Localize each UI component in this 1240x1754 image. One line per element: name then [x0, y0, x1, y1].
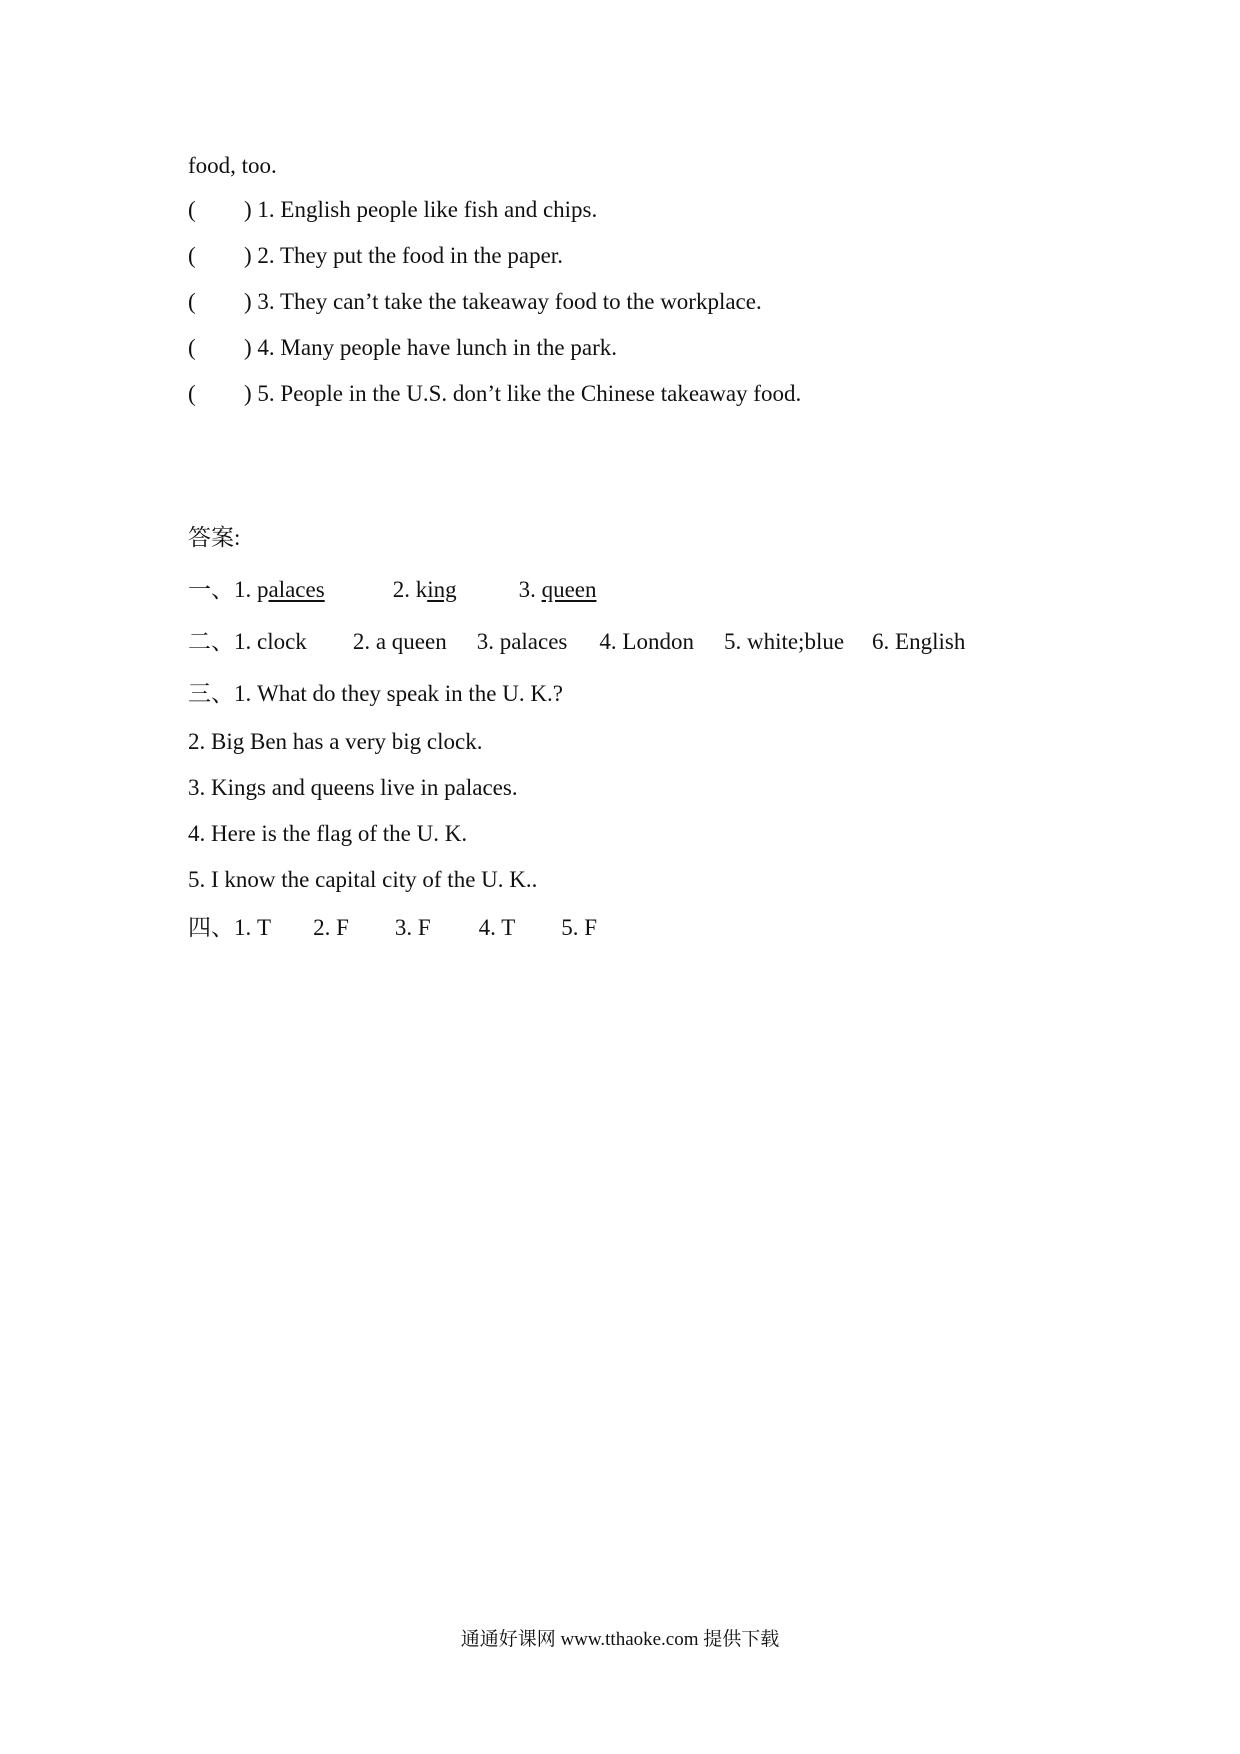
- answer-blank-open: (: [188, 289, 196, 314]
- footer-source: 通通好课网 www.tthaoke.com 提供下载: [460, 1629, 780, 1650]
- answer-item: 6. English: [872, 629, 966, 654]
- tf-question: [188, 288, 762, 316]
- answer-section-3-item: 4. Here is the flag of the U. K.: [188, 821, 468, 846]
- answer-blank-open: (: [188, 335, 196, 360]
- tf-question: [188, 380, 801, 408]
- answer-blank-open: (: [188, 197, 196, 222]
- answer-section-4: [188, 914, 597, 942]
- answer-item: 3. queen: [518, 577, 597, 602]
- tf-question: [188, 242, 563, 270]
- section-label: 三、: [188, 681, 234, 706]
- answer-section-3-item: 2. Big Ben has a very big clock.: [188, 729, 483, 754]
- tf-question-text: ) 3. They can’t take the takeaway food to the workplace.: [244, 289, 762, 314]
- tf-question-text: ) 5. People in the U.S. don’t like the Chinese takeaway food.: [244, 381, 802, 406]
- tf-question: [188, 196, 597, 224]
- tf-question-text: ) 1. English people like fish and chips.: [244, 197, 598, 222]
- passage-tail: food, too.: [188, 153, 277, 178]
- answer-section-1: [188, 576, 597, 604]
- section-label: 一、: [188, 577, 234, 602]
- answer-section-3-item: [188, 680, 563, 708]
- answer-section-3-item: 3. Kings and queens live in palaces.: [188, 775, 518, 800]
- answer-item: 5. F: [561, 915, 598, 940]
- answer-item: 3. palaces: [476, 629, 568, 654]
- tf-question-text: ) 2. They put the food in the paper.: [244, 243, 563, 268]
- tf-question: [188, 334, 617, 362]
- tf-question-text: ) 4. Many people have lunch in the park.: [244, 335, 617, 360]
- answer-item: 2. F: [313, 915, 349, 940]
- answer-item: 1. palaces: [234, 577, 325, 602]
- answer-item: 5. white;blue: [723, 629, 845, 654]
- answer-blank-open: (: [188, 381, 196, 406]
- answer-item: 1. T: [234, 915, 272, 940]
- answer-blank-open: (: [188, 243, 196, 268]
- answer-item: 4. London: [599, 629, 694, 654]
- answer-item: 3. F: [394, 915, 431, 940]
- section-label: 四、: [188, 915, 234, 940]
- answer-item: 4. T: [478, 915, 516, 940]
- answers-heading: 答案:: [188, 525, 241, 550]
- answer-section-2: [188, 628, 965, 656]
- answer-section-3-item: 5. I know the capital city of the U. K..: [188, 867, 538, 892]
- answer-item: 2. king: [392, 577, 457, 602]
- section-label: 二、: [188, 629, 234, 654]
- answer-item: 1. clock: [234, 629, 307, 654]
- answer-sentence: 1. What do they speak in the U. K.?: [234, 681, 563, 706]
- answer-item: 2. a queen: [352, 629, 447, 654]
